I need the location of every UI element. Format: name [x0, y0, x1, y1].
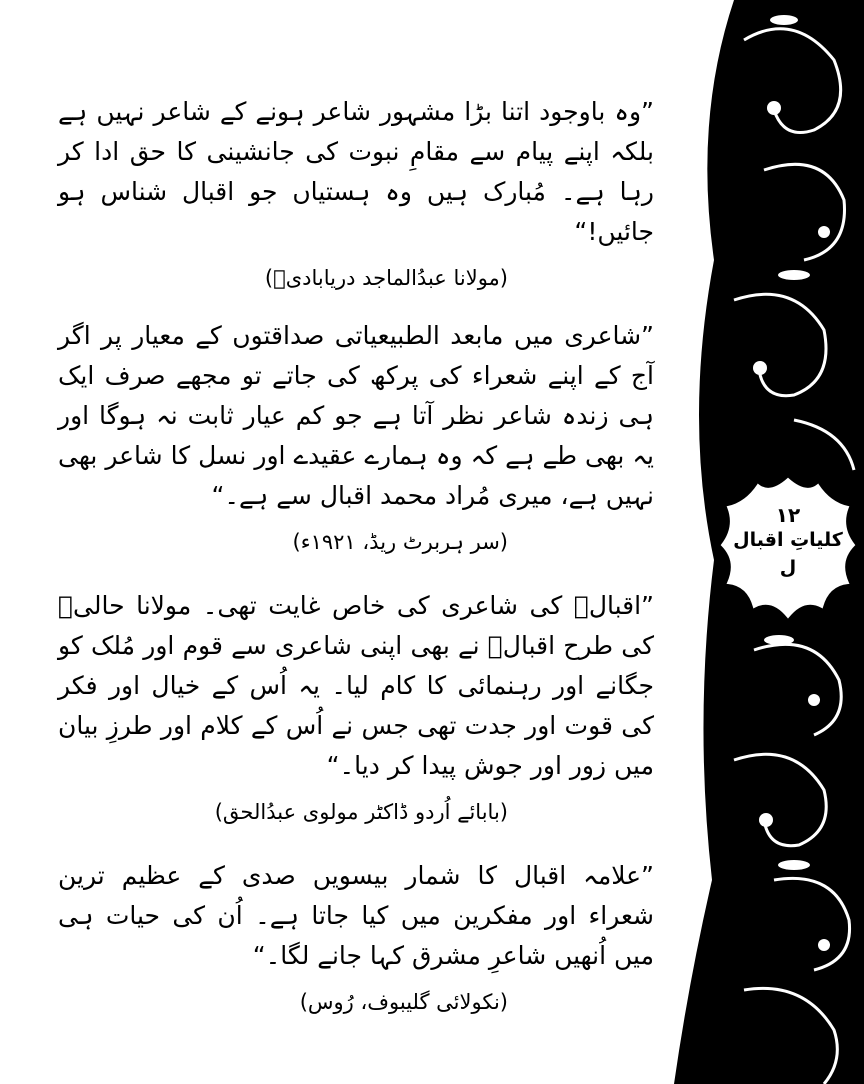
- quote-text: ”اقبالؒ کی شاعری کی خاص غایت تھی۔ مولانا حالیؒ کی طرح اقبالؒ نے بھی اپنی شاعری سے قوم اور مُلک کو جگانے اور رہنمائی کا کام لیا۔ یہ اُس کے خیال اور فکر کی قوت اور جدت تھی جس نے اُس کے کلام اور طرزِ بیان میں زور اور جوش پیدا کر دیا۔“: [58, 591, 654, 780]
- quote-text: ”علامہ اقبال کا شمار بیسویں صدی کے عظیم ترین شعراء اور مفکرین میں کیا جاتا ہے۔ اُن کی حیات ہی میں اُنھیں شاعرِ مشرق کہا جانے لگا۔“: [58, 861, 654, 970]
- quote-attribution: (نکولائی گلیبوف، رُوس): [299, 990, 508, 1014]
- quote-attribution: (مولانا عبدُالماجد دریابادیؒ): [264, 266, 508, 290]
- quotes-column: [58, 92, 658, 1052]
- page-badge: [718, 473, 858, 623]
- section-mark: ل: [779, 557, 797, 579]
- quote-attribution: (بابائے اُردو ڈاکٹر مولوی عبدُالحق): [214, 800, 508, 824]
- quote-attribution: (سر ہربرٹ ریڈ، ۱۹۲۱ء): [292, 530, 508, 554]
- quote-text: ”شاعری میں مابعد الطبیعیاتی صداقتوں کے معیار پر اگر آج کے اپنے شعراء کی پرکھ کی جاتے تو مجھے صرف ایک ہی زندہ شاعر نظر آتا ہے جو کم عیار ثابت نہ ہوگا اور یہ بھی طے ہے کہ وہ ہمارے عقیدے اور نسل کا شاعر بھی نہیں ہے، میری مُراد محمد اقبال سے ہے۔“: [58, 321, 654, 510]
- page-number: ۱۲: [775, 503, 801, 527]
- book-title: کلیاتِ اقبال: [733, 529, 843, 551]
- quote-text: ”وہ باوجود اتنا بڑا مشہور شاعر ہونے کے شاعر نہیں ہے بلکہ اپنے پیام سے مقامِ نبوت کی جانشینی کا حق ادا کر رہا ہے۔ مُبارک ہیں وہ ہستیاں جو اقبال شناس ہو جائیں!“: [58, 97, 654, 246]
